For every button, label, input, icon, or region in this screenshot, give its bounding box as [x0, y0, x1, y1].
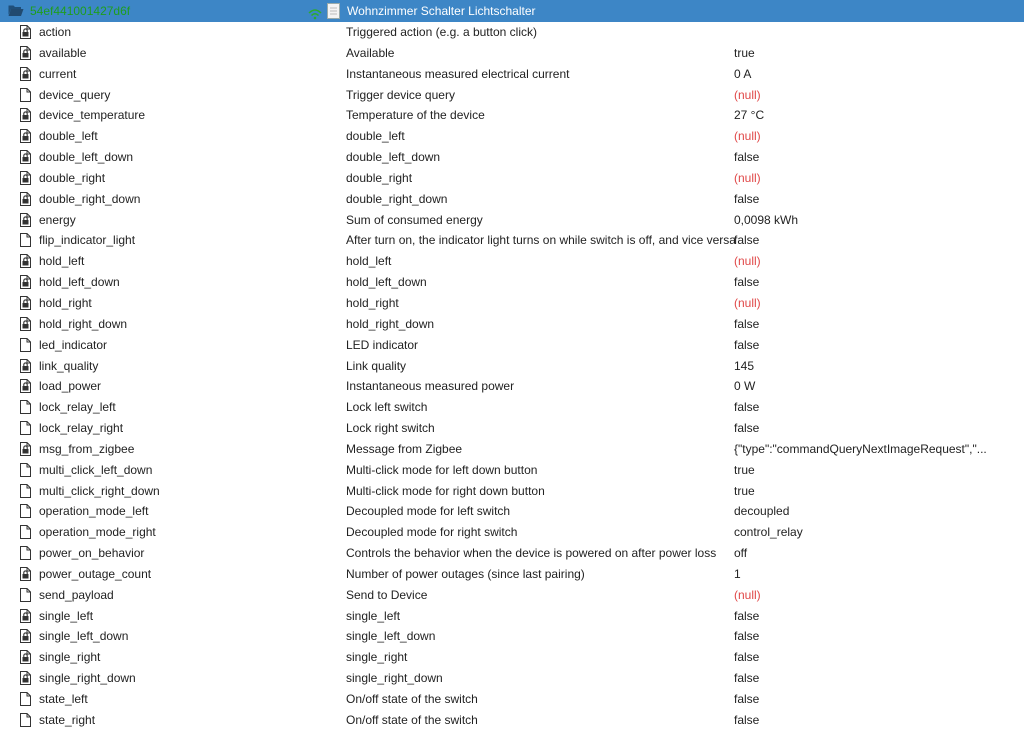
locked-file-icon [20, 129, 31, 143]
locked-file-icon [20, 609, 31, 623]
state-value[interactable]: 145 [734, 358, 755, 373]
state-name: hold_right_down [39, 316, 128, 331]
state-row[interactable] [0, 647, 1024, 668]
state-row[interactable] [0, 481, 1024, 502]
state-row[interactable] [0, 397, 1024, 418]
locked-file-icon [20, 213, 31, 227]
locked-file-icon [20, 67, 31, 81]
state-name: double_left_down [39, 150, 134, 165]
state-row[interactable] [0, 126, 1024, 147]
state-description: Instantaneous measured power [346, 379, 515, 394]
file-icon [20, 233, 31, 247]
state-value[interactable]: (null) [734, 170, 761, 185]
state-name: send_payload [39, 587, 114, 602]
state-description: Temperature of the device [346, 108, 485, 123]
state-row[interactable] [0, 626, 1024, 647]
state-list [0, 22, 1024, 731]
state-name: current [39, 66, 77, 81]
state-value[interactable]: 1 [734, 566, 741, 581]
locked-file-icon [20, 275, 31, 289]
state-row[interactable] [0, 606, 1024, 627]
state-name: load_power [39, 379, 102, 394]
state-name: hold_left [39, 254, 85, 269]
state-value[interactable]: true [734, 483, 755, 498]
locked-file-icon [20, 254, 31, 268]
state-value[interactable]: false [734, 650, 760, 665]
state-row[interactable] [0, 293, 1024, 314]
locked-file-icon [20, 150, 31, 164]
state-name: operation_mode_left [39, 504, 149, 519]
state-row[interactable] [0, 335, 1024, 356]
state-value[interactable]: false [734, 712, 760, 727]
state-row[interactable] [0, 501, 1024, 522]
locked-file-icon [20, 650, 31, 664]
state-description: double_right [346, 170, 413, 185]
state-name: led_indicator [39, 337, 108, 352]
file-icon [20, 504, 31, 518]
state-description: Decoupled mode for right switch [346, 525, 518, 540]
state-name: device_query [39, 87, 111, 102]
state-value[interactable]: false [734, 337, 760, 352]
state-description: Available [346, 45, 395, 60]
state-row[interactable] [0, 147, 1024, 168]
locked-file-icon [20, 359, 31, 373]
state-row[interactable] [0, 356, 1024, 377]
state-value[interactable]: false [734, 191, 760, 206]
state-value[interactable]: (null) [734, 87, 761, 102]
state-value[interactable]: (null) [734, 587, 761, 602]
state-description: single_left_down [346, 629, 436, 644]
state-description: Multi-click mode for right down button [346, 483, 545, 498]
state-name: hold_right [39, 295, 92, 310]
state-row[interactable] [0, 543, 1024, 564]
state-name: operation_mode_right [39, 525, 156, 540]
state-value[interactable]: false [734, 150, 760, 165]
state-description: Message from Zigbee [346, 441, 463, 456]
state-name: flip_indicator_light [39, 233, 136, 248]
locked-file-icon [20, 108, 31, 122]
state-description: single_right_down [346, 671, 443, 686]
state-value[interactable]: decoupled [734, 504, 790, 519]
locked-file-icon [20, 171, 31, 185]
file-icon [20, 525, 31, 539]
state-name: single_right_down [39, 671, 136, 686]
file-icon [20, 88, 31, 102]
state-value[interactable]: false [734, 400, 760, 415]
state-name: state_left [39, 692, 88, 706]
locked-file-icon [20, 296, 31, 310]
open-folder-icon[interactable] [8, 4, 24, 17]
state-value[interactable]: false [734, 608, 760, 623]
state-name: action [39, 25, 72, 39]
locked-file-icon [20, 671, 31, 685]
state-value[interactable]: false [734, 692, 760, 706]
device-document-icon [327, 3, 340, 19]
state-description: On/off state of the switch [346, 712, 478, 727]
locked-file-icon [20, 317, 31, 331]
state-value[interactable]: true [734, 45, 755, 60]
state-name: available [39, 45, 87, 60]
state-value[interactable]: true [734, 462, 755, 477]
state-description: Send to Device [346, 587, 428, 602]
state-row[interactable] [0, 522, 1024, 543]
state-value[interactable]: false [734, 421, 760, 436]
wifi-signal-icon [308, 8, 322, 20]
state-name: link_quality [39, 358, 99, 373]
state-row[interactable] [0, 85, 1024, 106]
file-icon [20, 400, 31, 414]
file-icon [20, 692, 31, 706]
state-description: Instantaneous measured electrical current [346, 66, 570, 81]
state-description: Triggered action (e.g. a button click) [346, 25, 537, 39]
state-value[interactable]: false [734, 316, 760, 331]
state-row[interactable] [0, 314, 1024, 335]
state-row[interactable] [0, 210, 1024, 231]
state-row[interactable] [0, 460, 1024, 481]
state-row[interactable] [0, 564, 1024, 585]
state-description: Controls the behavior when the device is powered on after power loss [346, 546, 717, 561]
state-name: power_on_behavior [39, 546, 145, 561]
file-icon [20, 713, 31, 727]
state-row[interactable] [0, 272, 1024, 293]
state-name: energy [39, 212, 76, 227]
state-name: lock_relay_left [39, 400, 116, 415]
state-description: Decoupled mode for left switch [346, 504, 511, 519]
locked-file-icon [20, 567, 31, 581]
state-name: state_right [39, 712, 96, 727]
state-description: Link quality [346, 358, 407, 373]
state-name: multi_click_right_down [39, 483, 160, 498]
state-value[interactable]: (null) [734, 129, 761, 144]
state-description: Multi-click mode for left down button [346, 462, 538, 477]
state-row[interactable] [0, 43, 1024, 64]
locked-file-icon [20, 25, 31, 39]
state-description: hold_left [346, 254, 392, 269]
locked-file-icon [20, 379, 31, 393]
state-description: single_right [346, 650, 408, 665]
state-name: msg_from_zigbee [39, 441, 135, 456]
locked-file-icon [20, 629, 31, 643]
state-description: LED indicator [346, 337, 419, 352]
device-header-row[interactable] [0, 0, 1024, 22]
state-row[interactable] [0, 376, 1024, 397]
device-id: 54ef441001427d6f [30, 4, 131, 18]
device-name: Wohnzimmer Schalter Lichtschalter [347, 4, 536, 18]
state-name: single_left_down [39, 629, 129, 644]
state-value[interactable]: 27 °C [734, 108, 765, 123]
state-row[interactable] [0, 585, 1024, 606]
state-row[interactable] [0, 64, 1024, 85]
state-row[interactable] [0, 710, 1024, 731]
state-name: device_temperature [39, 108, 146, 123]
state-value[interactable]: off [734, 546, 748, 561]
locked-file-icon [20, 442, 31, 456]
state-description: double_left_down [346, 150, 441, 165]
state-row[interactable] [0, 689, 1024, 710]
state-value[interactable]: false [734, 671, 760, 686]
state-row[interactable] [0, 22, 1024, 43]
state-description: After turn on, the indicator light turns on while switch is off, and vice versa [346, 233, 736, 248]
state-name: double_right [39, 170, 106, 185]
state-row[interactable] [0, 251, 1024, 272]
state-row[interactable] [0, 668, 1024, 689]
state-description: double_right_down [346, 191, 448, 206]
state-value[interactable]: {"type":"commandQueryNextImageRequest","... [734, 441, 987, 456]
state-name: double_left [39, 129, 98, 144]
state-description: Lock left switch [346, 400, 428, 415]
state-value[interactable]: false [734, 233, 760, 248]
state-name: single_left [39, 608, 94, 623]
state-description: hold_right_down [346, 316, 435, 331]
state-name: double_right_down [39, 191, 141, 206]
state-row[interactable] [0, 189, 1024, 210]
locked-file-icon [20, 192, 31, 206]
file-icon [20, 484, 31, 498]
state-description: hold_left_down [346, 275, 427, 290]
state-description: hold_right [346, 295, 399, 310]
file-icon [20, 588, 31, 602]
locked-file-icon [20, 46, 31, 60]
file-icon [20, 546, 31, 560]
state-description: On/off state of the switch [346, 692, 478, 706]
state-value[interactable]: (null) [734, 254, 761, 269]
state-row[interactable] [0, 418, 1024, 439]
state-row[interactable] [0, 230, 1024, 251]
state-description: Trigger device query [346, 87, 455, 102]
state-name: power_outage_count [39, 566, 152, 581]
state-value[interactable]: 0 A [734, 66, 752, 81]
state-row[interactable] [0, 439, 1024, 460]
state-value[interactable]: (null) [734, 295, 761, 310]
file-icon [20, 421, 31, 435]
state-name: single_right [39, 650, 101, 665]
state-value[interactable]: false [734, 275, 760, 290]
state-name: lock_relay_right [39, 421, 124, 436]
state-value[interactable]: control_relay [734, 525, 803, 540]
file-icon [20, 463, 31, 477]
file-icon [20, 338, 31, 352]
state-name: multi_click_left_down [39, 462, 153, 477]
state-row[interactable] [0, 168, 1024, 189]
state-name: hold_left_down [39, 275, 120, 290]
state-description: double_left [346, 129, 405, 144]
state-value[interactable]: 0,0098 kWh [734, 212, 799, 227]
state-value[interactable]: false [734, 629, 760, 644]
state-description: single_left [346, 608, 401, 623]
state-value[interactable]: 0 W [734, 379, 756, 394]
state-description: Number of power outages (since last pairing) [346, 566, 585, 581]
state-description: Lock right switch [346, 421, 435, 436]
state-row[interactable] [0, 105, 1024, 126]
state-description: Sum of consumed energy [346, 212, 483, 227]
